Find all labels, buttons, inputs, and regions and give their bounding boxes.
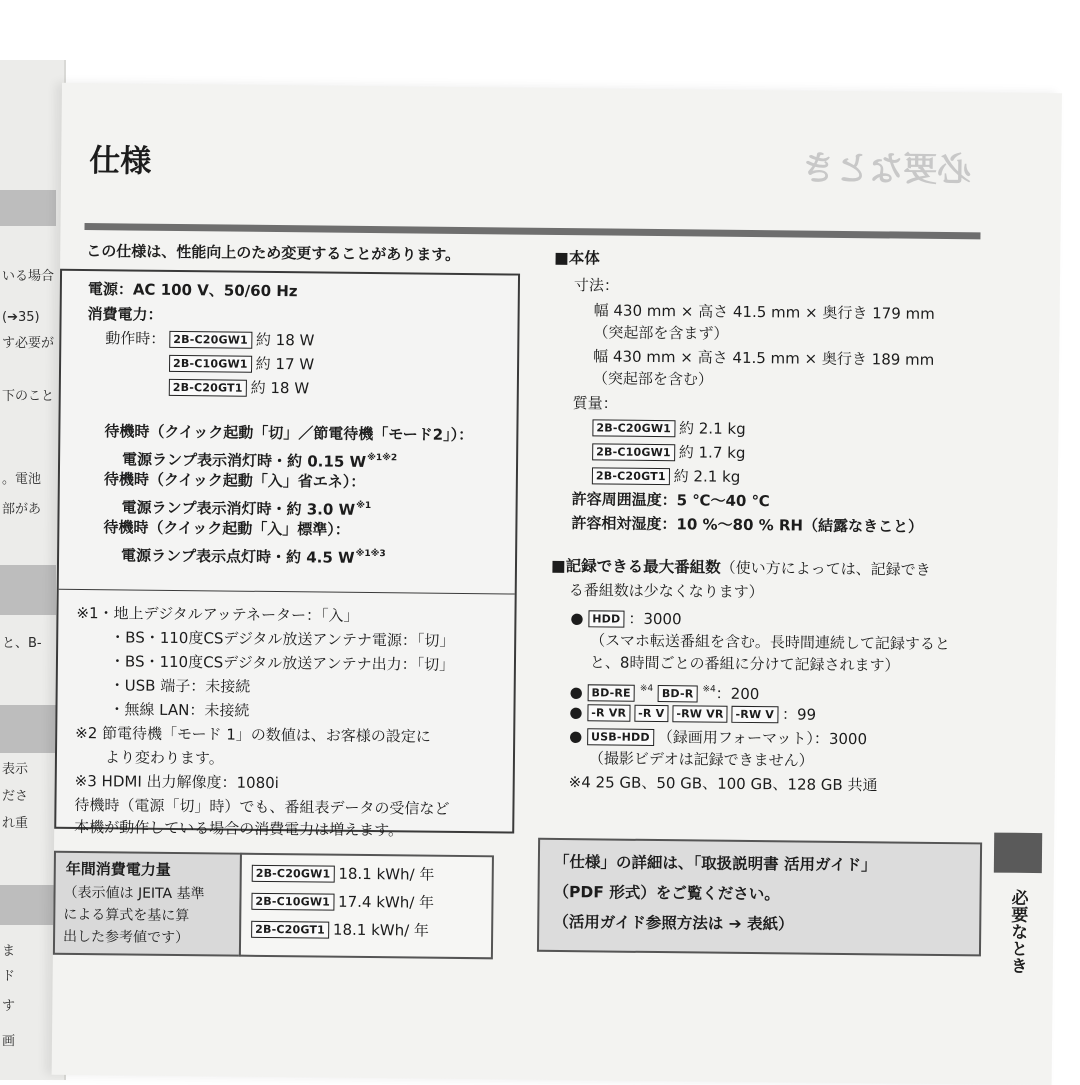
annual-row (252, 863, 435, 885)
footnote-2-cont: より変わります。 (104, 748, 224, 768)
model-badge: 2B-C20GT1 (251, 921, 329, 939)
footnote-1-item: ・BS・110度CSデジタル放送アンテナ電源：「切」 (110, 628, 455, 650)
bleed-through-title: 必要なとき (800, 148, 972, 191)
annual-note: による算式を基に算 (63, 906, 190, 925)
footnote-1-item: ・USB 端子：未接続 (109, 676, 251, 696)
power-supply: 電源：AC 100 V、50/60 Hz (87, 280, 298, 301)
operating-value: 約 17 W (255, 354, 315, 374)
footnote-4: ※4 25 GB、50 GB、100 GB、128 GB 共通 (568, 773, 878, 795)
annual-value: 18.1 kWh/ 年 (332, 920, 430, 940)
temperature-spec: 許容周囲温度：5 ℃〜40 ℃ (571, 490, 770, 511)
annual-row (251, 919, 429, 941)
standby-heading: 待機時（クイック起動「入」標準）： (103, 518, 350, 539)
bd-row: ● BD-RE $^{※4}$ BD-R $^{※4}$：200 (569, 683, 760, 704)
left-page-fragment: 部があ (2, 502, 42, 517)
annual-consumption-values (239, 853, 494, 960)
reference-note-line: 「仕様」の詳細は、「取扱説明書 活用ガイド」 (553, 852, 877, 875)
humidity-spec: 許容相対湿度：10 %〜80 % RH（結露なきこと） (571, 514, 924, 536)
usb-hdd-row: ● USB-HDD （録画用フォーマット）：3000 (569, 727, 868, 749)
side-tab-block (994, 833, 1042, 874)
dvd-row: ● -R VR -R V -RW VR -RW V ：99 (569, 703, 817, 724)
intro-text: この仕様は、性能向上のため変更することがあります。 (86, 242, 461, 264)
consumption-label: 消費電力： (87, 305, 163, 324)
hdd-note: と、8時間ごとの番組に分けて記録されます） (589, 653, 900, 675)
standby-value: 電源ランプ表示消灯時・約 3.0 $W^{※1}$ (121, 498, 372, 519)
reference-note-line: （PDF 形式）をご覧ください。 (553, 882, 780, 904)
section-side-tab (992, 833, 1042, 1063)
model-badge: 2B-C20GW1 (169, 331, 252, 349)
footnote-ref: ※1 (356, 500, 372, 512)
model-badge: 2B-C20GT1 (169, 379, 247, 397)
mass-value: 約 2.1 kg (673, 467, 741, 486)
disc-badge: -RW VR (672, 705, 727, 723)
left-page-fragment: と、B- (2, 636, 42, 651)
model-badge: 2B-C20GT1 (592, 467, 670, 485)
usb-hdd-badge: USB-HDD (587, 728, 654, 746)
body-heading: ■本体 (554, 248, 600, 268)
left-page-bar (0, 705, 56, 753)
left-page-fragment: す (2, 999, 16, 1014)
power-spec-box (54, 269, 520, 840)
model-badge: 2B-C20GW1 (252, 865, 335, 883)
annual-note: 出した参考値です） (63, 928, 190, 947)
model-badge: 2B-C10GW1 (592, 443, 675, 461)
model-badge: 2B-C20GW1 (592, 419, 675, 437)
disc-badge: -R V (634, 705, 668, 722)
mass-row (592, 417, 745, 439)
left-page-fragment: いる場合 (2, 269, 55, 284)
footnote-ref: ※1※2 (367, 452, 398, 464)
model-badge: 2B-C10GW1 (169, 355, 252, 373)
mass-value: 約 2.1 kg (678, 419, 746, 438)
recording-heading-cont: る番組数は少なくなります） (568, 581, 764, 602)
annual-row (251, 891, 434, 913)
left-page-fragment: 画 (2, 1034, 16, 1049)
footnote-1-item: ・無線 LAN：未接続 (109, 700, 250, 720)
left-page-fragment: す必要が (2, 336, 55, 351)
side-tab-label: 必要なとき (1006, 888, 1028, 974)
disc-badge: BD-RE (587, 684, 634, 701)
operating-row (169, 353, 314, 375)
operating-value: 約 18 W (250, 378, 310, 398)
operating-value: 約 18 W (255, 330, 315, 350)
model-badge: 2B-C10GW1 (251, 893, 334, 911)
standby-value: 電源ランプ表示消灯時・約 0.15 $W^{※1※2}$ (121, 450, 398, 471)
left-page-bar (0, 565, 56, 615)
footnote-3: ※3 HDMI 出力解像度：1080i (74, 771, 279, 793)
mass-row (592, 441, 745, 463)
left-page-fragment: ド (2, 969, 16, 984)
disc-badge: BD-R (658, 685, 698, 702)
left-page-fragment: ま (2, 944, 16, 959)
reference-note-line: （活用ガイド参照方法は ➔ 表紙） (553, 912, 794, 934)
disc-badge: -RW V (731, 706, 778, 723)
hdd-badge: HDD (588, 610, 624, 627)
standby-value: 電源ランプ表示点灯時・約 4.5 $W^{※1※3}$ (120, 546, 386, 567)
left-page-fragment: 下のこと (2, 389, 55, 404)
annual-consumption-header (53, 851, 242, 957)
dims-line: 幅 430 mm × 高さ 41.5 mm × 奥行き 189 mm (593, 347, 935, 369)
footnote-1-item: ・BS・110度CSデジタル放送アンテナ出力：「切」 (109, 652, 455, 674)
left-page-fragment: (➔35) (2, 310, 40, 325)
standby-heading: 待機時（クイック起動「切」／節電待機「モード2」）： (104, 422, 474, 445)
manual-page (52, 83, 1062, 1085)
operating-row (169, 329, 314, 351)
left-page-fragment: 。電池 (2, 472, 42, 487)
hdd-row: ● HDD ：3000 (570, 609, 682, 629)
footnote-1: ※1・地上デジタルアッテネーター：「入」 (76, 603, 359, 625)
mass-label: 質量： (572, 394, 618, 413)
standby-note: 本機が動作している場合の消費電力は増えます。 (74, 817, 404, 840)
recording-heading: ■記録できる最大番組数（使い方によっては、記録でき (550, 556, 931, 579)
annual-note: （表示値は JEITA 基準 (63, 884, 205, 903)
left-page-fragment: れ重 (2, 816, 29, 831)
dims-note: （突起部を含む） (592, 369, 714, 389)
annual-value: 18.1 kWh/ 年 (338, 864, 435, 884)
footnote-ref: ※1※3 (355, 548, 386, 560)
left-page-bar (0, 885, 56, 925)
usb-hdd-note: （撮影ビデオは記録できません） (588, 749, 814, 770)
reference-note-box (537, 838, 982, 957)
mass-row (592, 465, 741, 487)
dims-line: 幅 430 mm × 高さ 41.5 mm × 奥行き 179 mm (593, 301, 935, 323)
annual-title: 年間消費電力量 (65, 859, 171, 879)
standby-note: 待機時（電源「切」時）でも、番組表データの受信など (74, 795, 450, 818)
page-title: 仕様 (89, 143, 152, 180)
left-page-fragment: 表示 (2, 762, 29, 777)
left-page-fragment: ださ (2, 789, 29, 804)
mass-value: 約 1.7 kg (678, 443, 746, 462)
annual-value: 17.4 kWh/ 年 (337, 892, 435, 912)
title-rule (84, 223, 980, 239)
left-page-bar (0, 190, 56, 226)
disc-badge: -R VR (587, 704, 630, 721)
hdd-note: （スマホ転送番組を含む。長時間連続して記録すると (590, 631, 950, 654)
dims-note: （突起部を含まず） (593, 323, 729, 343)
operating-row (169, 377, 309, 398)
operating-label: 動作時： (105, 329, 166, 348)
box-divider (59, 589, 515, 595)
standby-heading: 待機時（クイック起動「入」省エネ）： (103, 470, 366, 491)
footnote-2: ※2 節電待機「モード 1」の数値は、お客様の設定に (75, 723, 431, 746)
dims-label: 寸法： (573, 276, 620, 295)
